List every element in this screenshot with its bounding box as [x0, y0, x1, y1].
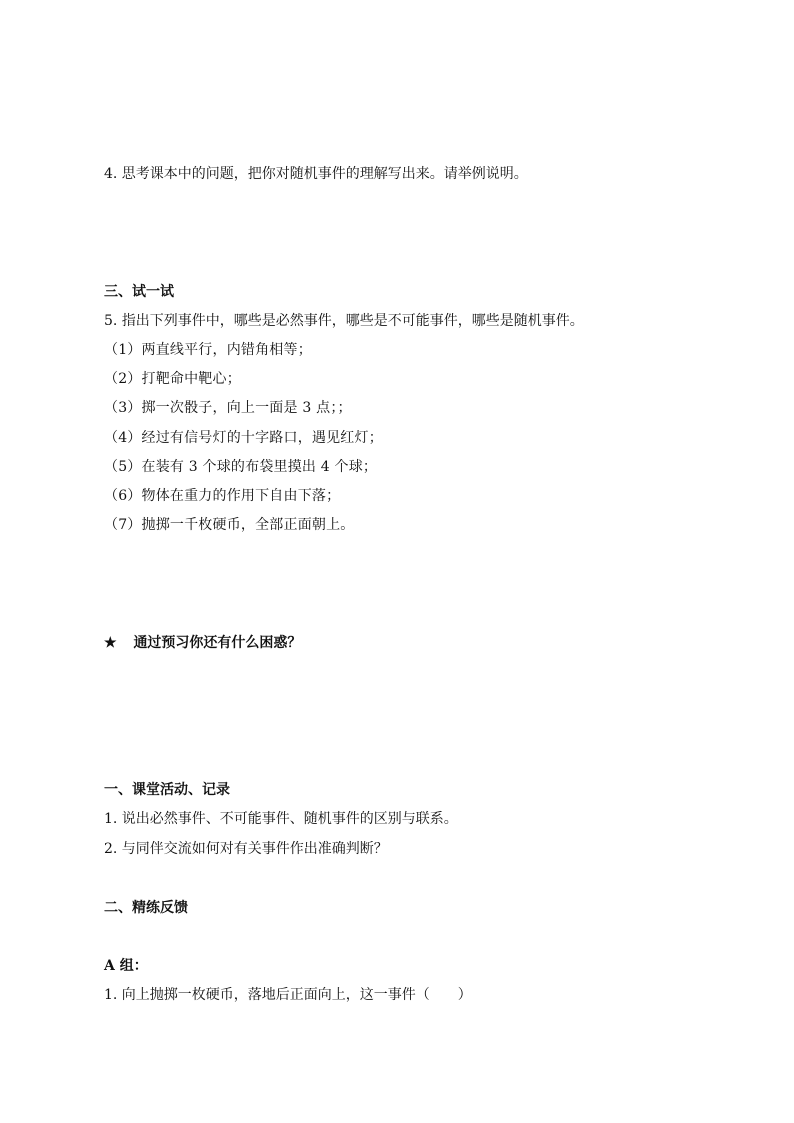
question-4: 4. 思考课本中的问题，把你对随机事件的理解写出来。请举例说明。 [104, 166, 528, 182]
question-5-item-1: （1）两直线平行，内错角相等； [104, 342, 312, 358]
question-5-item-5: （5）在装有 3 个球的布袋里摸出 4 个球； [104, 459, 378, 475]
practice-title: 二、精练反馈 [104, 900, 188, 916]
practice-question-1: 1. 向上抛掷一枚硬币，落地后正面向上，这一事件（ ） [104, 987, 472, 1003]
question-5-item-4: （4）经过有信号灯的十字路口，遇见红灯； [104, 430, 383, 446]
star-icon: ★ [104, 635, 117, 651]
question-5-item-7: （7）抛掷一千枚硬币，全部正面朝上。 [104, 517, 355, 533]
class-activity-item-1: 1. 说出必然事件、不可能事件、随机事件的区别与联系。 [104, 811, 458, 827]
question-5-item-3: （3）掷一次骰子，向上一面是 3 点；； [104, 400, 352, 416]
class-activity-title: 一、课堂活动、记录 [104, 782, 230, 798]
question-5: 5. 指出下列事件中，哪些是必然事件，哪些是不可能事件，哪些是随机事件。 [104, 313, 584, 329]
section-3-title: 三、试一试 [104, 284, 174, 300]
confusion-prompt [104, 633, 301, 653]
group-a-label: A 组： [104, 958, 148, 974]
class-activity-item-2: 2. 与同伴交流如何对有关事件作出准确判断？ [104, 841, 388, 857]
confusion-text: 通过预习你还有什么困惑？ [133, 635, 302, 651]
question-5-item-2: （2）打靶命中靶心； [104, 371, 241, 387]
question-5-item-6: （6）物体在重力的作用下自由下落； [104, 488, 341, 504]
